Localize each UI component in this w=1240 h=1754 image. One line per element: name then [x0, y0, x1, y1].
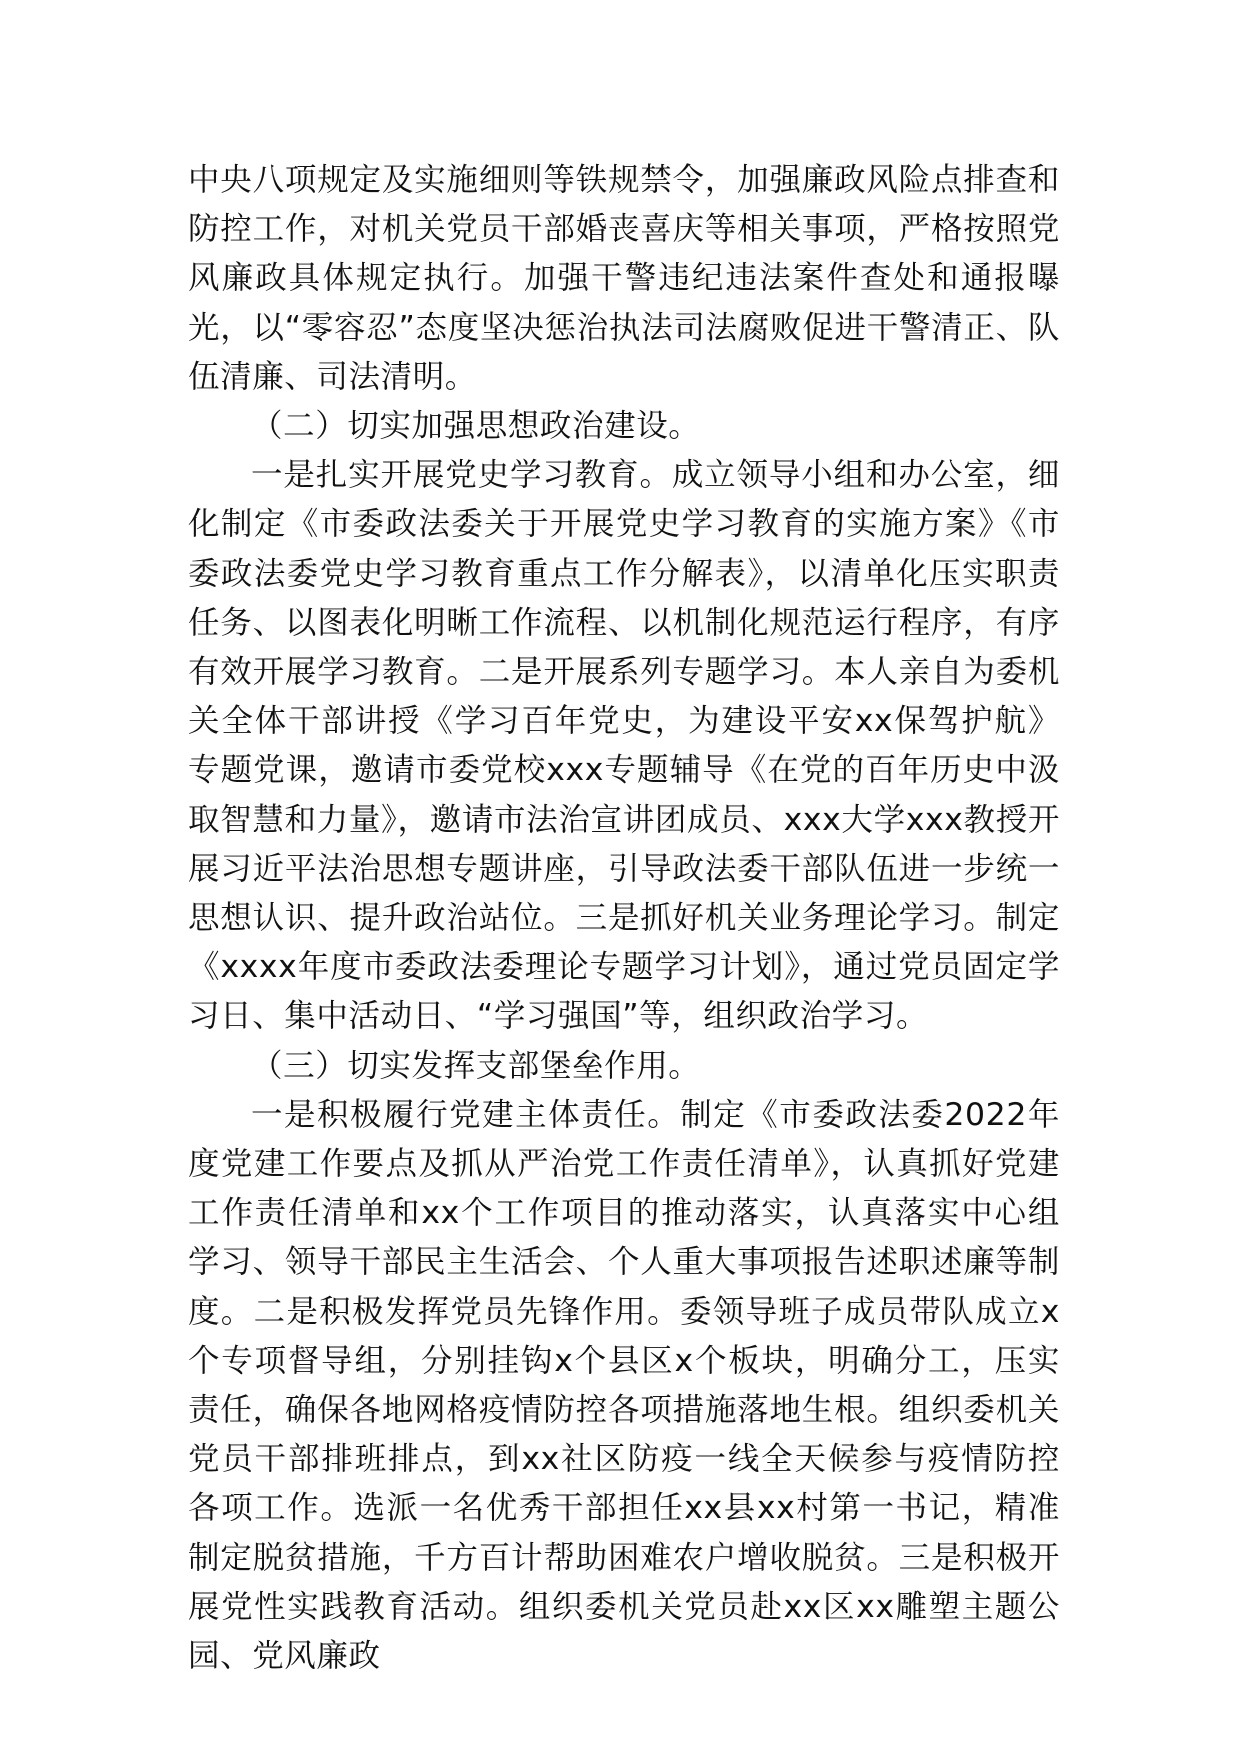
paragraph-continuation: 中央八项规定及实施细则等铁规禁令，加强廉政风险点排查和防控工作，对机关党员干部婚丧喜庆等相关事项，严格按照党风廉政具体规定执行。加强干警违纪违法案件查处和通报曝光，以“零容忍”态度坚决惩治执法司法腐败促进干警清正、队伍清廉、司法清明。: [188, 162, 1060, 395]
paragraph-branch-role: 一是积极履行党建主体责任。制定《市委政法委2022年度党建工作要点及抓从严治党工作责任清单》，认真抓好党建工作责任清单和xx个工作项目的推动落实，认真落实中心组学习、领导干部民主生活会、个人重大事项报告述职述廉等制度。二是积极发挥党员先锋作用。委领导班子成员带队成立x个专项督导组，分别挂钩x个县区x个板块，明确分工，压实责任，确保各地网格疫情防控各项措施落地生根。组织委机关党员干部排班排点，到xx社区防疫一线全天候参与疫情防控各项工作。选派一名优秀干部担任xx县xx村第一书记，精准制定脱贫措施，千方百计帮助困难农户增收脱贫。三是积极开展党性实践教育活动。组织委机关党员赴xx区xx雕塑主题公园、党风廉政: [188, 1096, 1060, 1675]
section-heading-2: （二）切实加强思想政治建设。: [251, 408, 701, 445]
section-heading-3: （三）切实发挥支部堡垒作用。: [251, 1047, 701, 1084]
body-text: [188, 156, 1060, 1681]
paragraph-ideological-building: 一是扎实开展党史学习教育。成立领导小组和办公室，细化制定《市委政法委关于开展党史学习教育的实施方案》《市委政法委党史学习教育重点工作分解表》，以清单化压实职责任务、以图表化明晰工作流程、以机制化规范运行程序，有序有效开展学习教育。二是开展系列专题学习。本人亲自为委机关全体干部讲授《学习百年党史，为建设平安xx保驾护航》专题党课，邀请市委党校xxx专题辅导《在党的百年历史中汲取智慧和力量》，邀请市法治宣讲团成员、xxx大学xxx教授开展习近平法治思想专题讲座，引导政法委干部队伍进一步统一思想认识、提升政治站位。三是抓好机关业务理论学习。制定《xxxx年度市委政法委理论专题学习计划》，通过党员固定学习日、集中活动日、“学习强国”等，组织政治学习。: [188, 457, 1060, 1035]
